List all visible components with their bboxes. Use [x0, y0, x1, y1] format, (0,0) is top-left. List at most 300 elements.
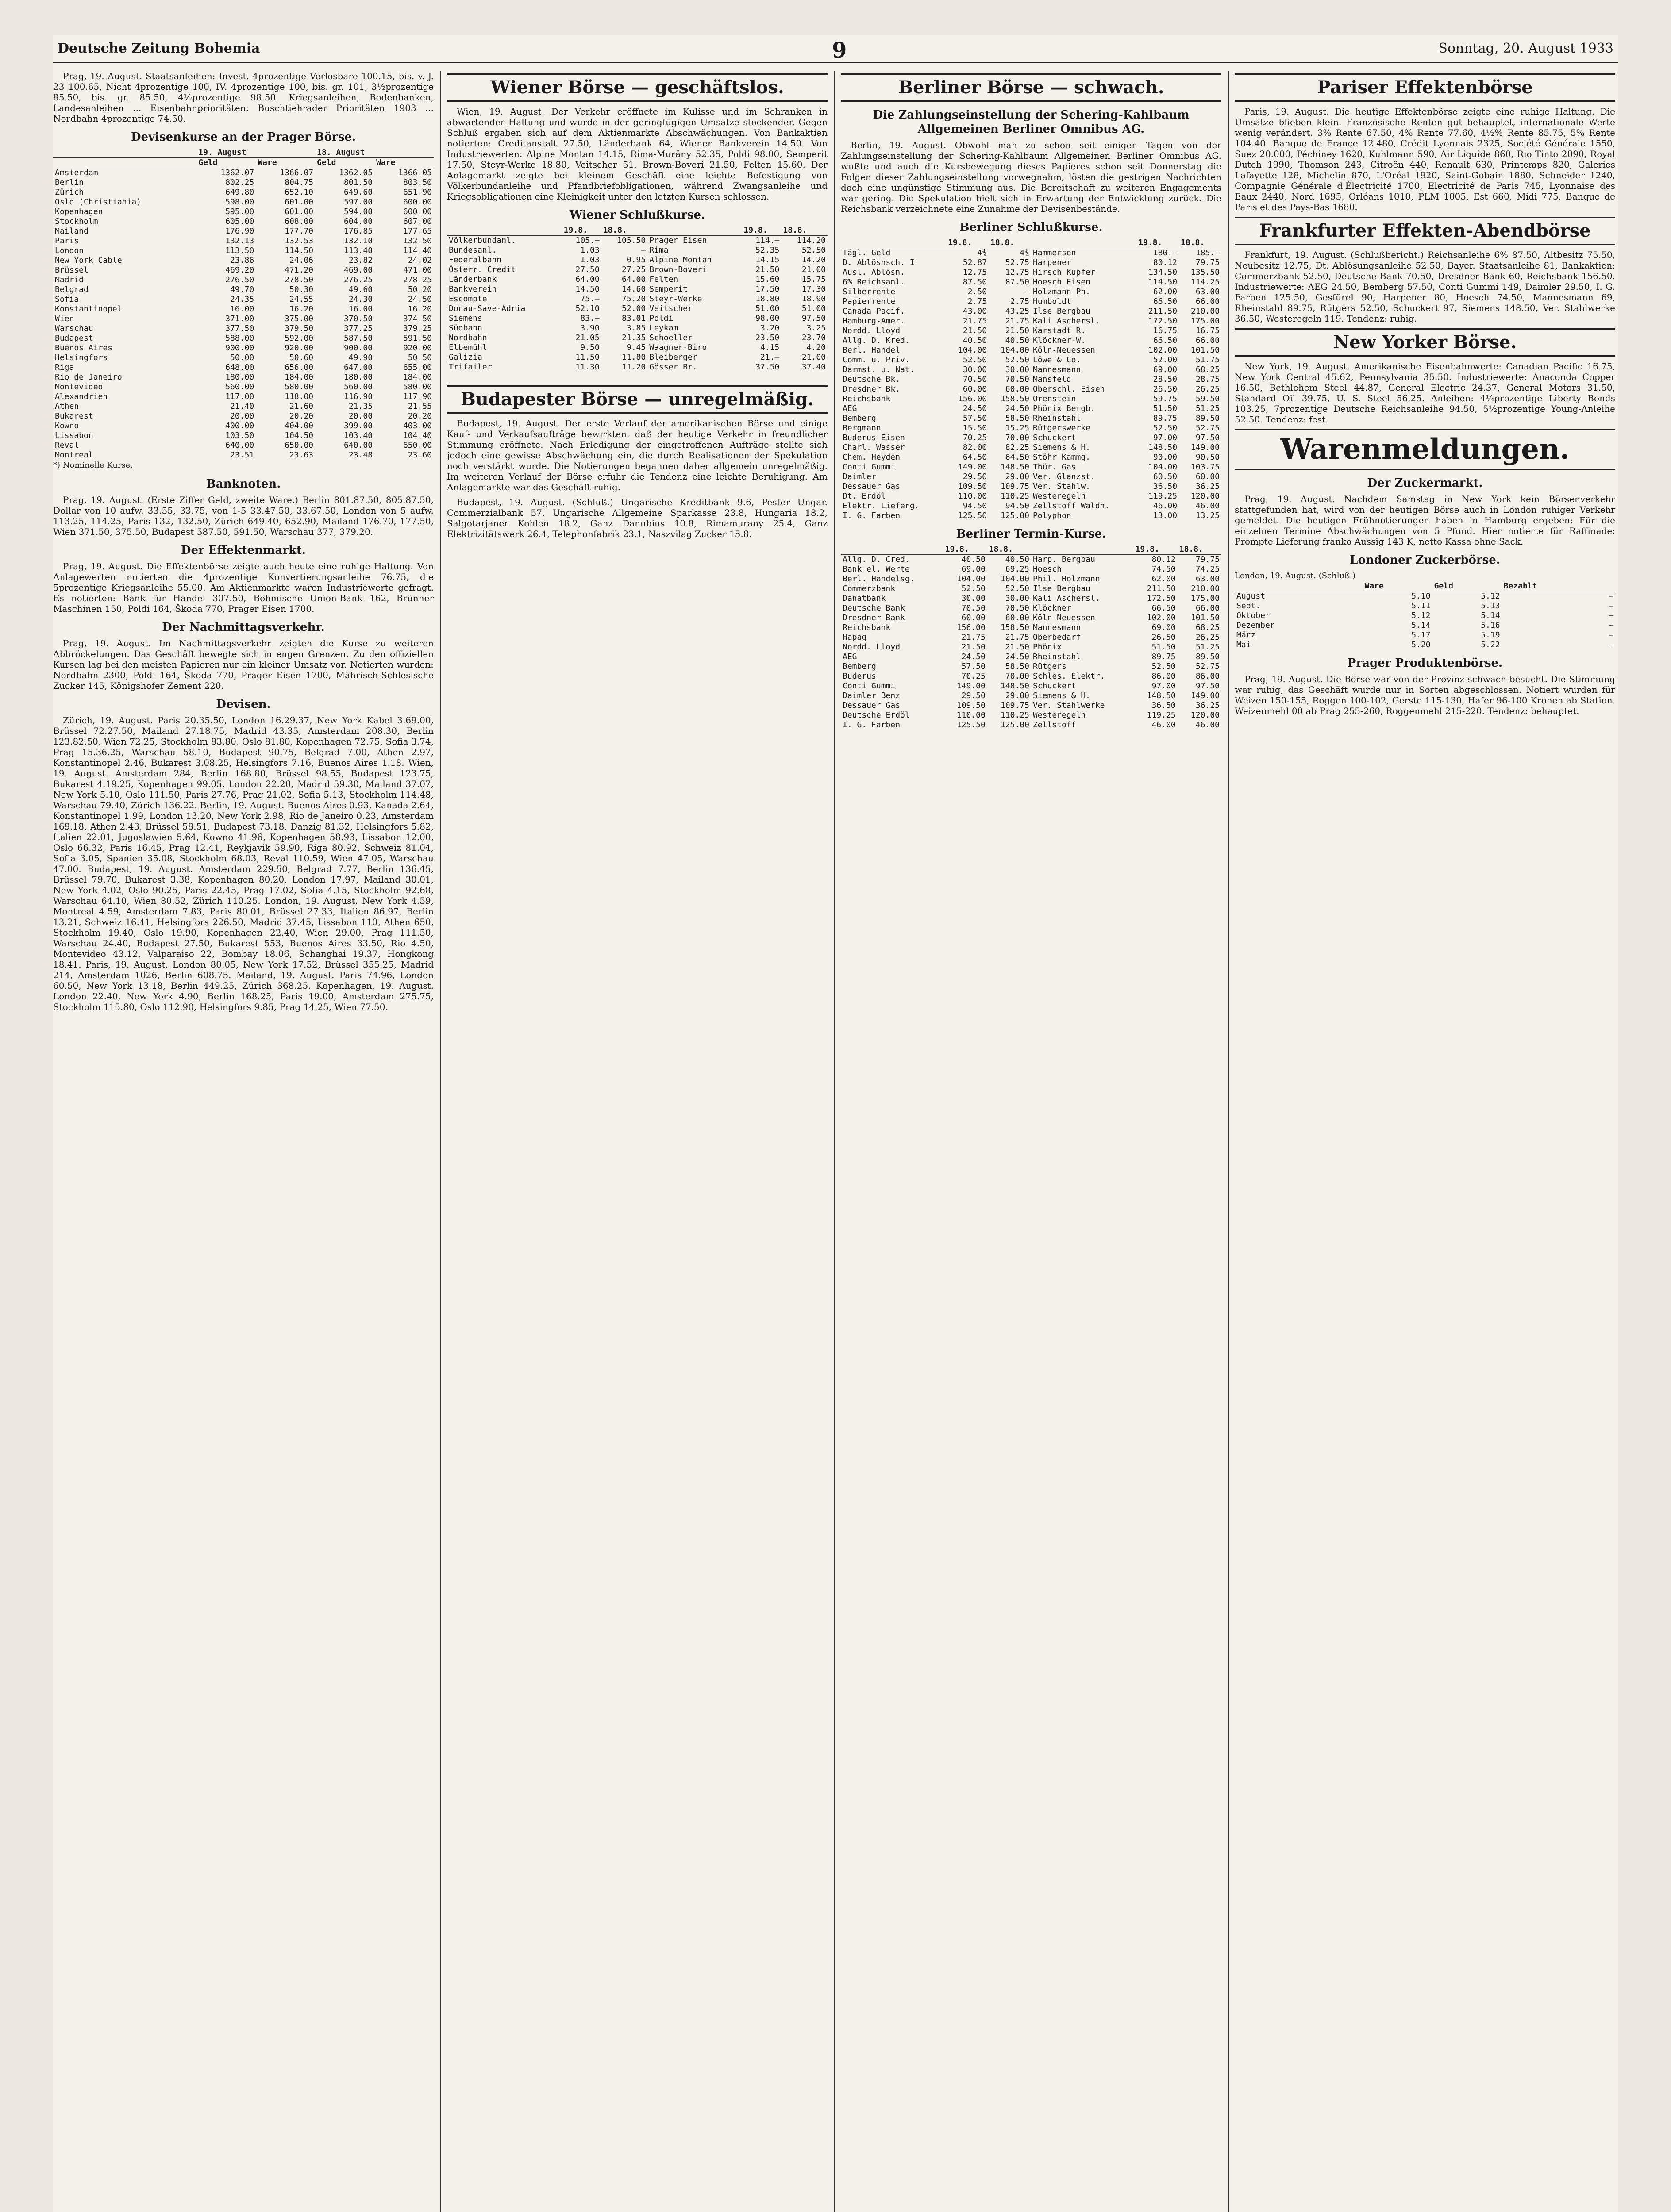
london-cell: 5.14: [1411, 621, 1431, 630]
london-header-cell: Ware: [1363, 581, 1432, 591]
berlin-row: [841, 297, 1221, 307]
newspaper-page: [53, 35, 1618, 2212]
berlin-cell: 52.75: [1005, 258, 1029, 267]
devisen-row: [53, 304, 434, 314]
devisen-cell: Mailand: [55, 227, 89, 236]
termin-cell: 68.25: [1195, 623, 1220, 632]
london-cell: 5.10: [1411, 591, 1431, 601]
termin-row: [841, 594, 1221, 603]
termin-cell: Berl. Handelsg.: [843, 574, 915, 584]
termin-cell: 62.00: [1151, 574, 1176, 584]
berlin-cell: Nordd. Lloyd: [843, 326, 901, 335]
london-cell: 5.20: [1411, 640, 1431, 649]
termin-cell: 29.50: [961, 691, 986, 700]
termin-kurse-title: Berliner Termin-Kurse.: [956, 527, 1106, 541]
wien-cell: 51.00: [801, 304, 826, 313]
berlin-cell: 16.75: [1153, 326, 1178, 335]
london-cell: 5.14: [1481, 611, 1500, 620]
termin-cell: 36.25: [1195, 701, 1220, 710]
termin-cell: 26.25: [1195, 633, 1220, 642]
berlin-cell: 89.50: [1195, 414, 1220, 423]
berlin-cell: Canada Pacif.: [843, 307, 905, 316]
berlin-cell: 119.25: [1148, 492, 1178, 501]
devisen-cell: 560.00: [344, 382, 373, 392]
berlin-cell: Reichsbank: [843, 394, 891, 403]
wien-cell: 52.35: [755, 246, 780, 255]
paper-name: Deutsche Zeitung Bohemia: [58, 41, 260, 56]
berlin-cell: 70.00: [1005, 433, 1029, 442]
berlin-cell: 52.00: [1153, 355, 1178, 365]
termin-cell: Conti Gummi: [843, 681, 896, 691]
berlin-cell: 135.50: [1190, 268, 1220, 277]
devisen-cell: 184.00: [403, 373, 432, 382]
wien-cell: 75.20: [622, 294, 646, 303]
berlin-cell: Berl. Handel: [843, 346, 901, 355]
devisen-cell: 601.00: [285, 207, 314, 216]
devisen-cell: 103.50: [225, 431, 254, 440]
berlin-row: [841, 336, 1221, 346]
berlin-cell: 180.—: [1153, 248, 1178, 257]
wien-cell: Schoeller: [649, 333, 693, 342]
termin-cell: 80.12: [1151, 555, 1176, 564]
column-3: [841, 71, 1221, 2212]
devisen-cell: 276.25: [344, 275, 373, 284]
berlin-row: [841, 433, 1221, 443]
devisen-cell: 132.13: [225, 236, 254, 246]
wien-cell: 52.10: [575, 304, 600, 313]
berlin-cell: 43.25: [1005, 307, 1029, 316]
wien-cell: 17.30: [801, 284, 826, 294]
berlin-row: [841, 482, 1221, 492]
newyorker-boerse-title: New Yorker Börse.: [1235, 328, 1615, 357]
berlin-cell: Oberschl. Eisen: [1032, 384, 1105, 394]
termin-cell: 79.75: [1195, 555, 1220, 564]
termin-cell: 52.75: [1195, 662, 1220, 671]
devisen-body: [53, 168, 434, 461]
devisen-row: [53, 227, 434, 236]
wien-header-cell: 19.8.: [562, 226, 601, 236]
page-header: [53, 35, 1618, 63]
berlin-cell: Daimler: [843, 472, 876, 481]
berlin-cell: 63.00: [1195, 287, 1220, 296]
produktenboerse-text: Prag, 19. August. Die Börse war von der Provinz schwach besucht. Die Stimmung war ruhig, das Geschäft wurde nur in Sorten abgeschlossen. Notiert wurden für Weizen 150-155, Roggen 100-102, Gerste 115-130, Hafer 96-100 Kronen ab Station. Weizenmehl 00 ab Prag 255-260, Roggenmehl 215-220. Tendenz: behauptet.: [1235, 674, 1615, 716]
frankfurter-boerse-title: Frankfurter Effekten-Abendbörse: [1235, 217, 1615, 245]
berlin-cell: Phönix Bergb.: [1032, 404, 1095, 413]
termin-row: [841, 633, 1221, 642]
devisen-cell: Brüssel: [55, 265, 89, 275]
berlin-cell: Dessauer Gas: [843, 482, 901, 491]
devisen-cell: Helsingfors: [55, 353, 108, 362]
berlin-cell: 94.50: [1005, 501, 1029, 511]
devisen-cell: 469.20: [225, 265, 254, 275]
london-cell: —: [1609, 591, 1613, 601]
berlin-header-cell: [1031, 238, 1136, 248]
devisen-header-row: [53, 158, 434, 168]
termin-cell: 210.00: [1190, 584, 1220, 593]
berlin-cell: 51.50: [1153, 404, 1178, 413]
london-body: [1235, 591, 1615, 650]
london-cell: 5.11: [1411, 601, 1431, 611]
termin-cell: 52.50: [1151, 662, 1176, 671]
devisen-cell: 649.60: [344, 188, 373, 197]
column-rule: [834, 71, 835, 2212]
wien-header-cell: 18.8.: [781, 226, 828, 236]
berlin-cell: 125.00: [1000, 511, 1029, 520]
devisen-note: *) Nominelle Kurse.: [53, 461, 133, 470]
berlin-row: [841, 443, 1221, 453]
termin-cell: 21.50: [1005, 642, 1029, 652]
berlin-row: [841, 453, 1221, 462]
berlin-row: [841, 375, 1221, 384]
devisen-cell: 560.00: [225, 382, 254, 392]
devisen-foreign-title: Devisen.: [216, 698, 271, 711]
devisen-cell: 403.00: [403, 421, 432, 430]
termin-cell: Bemberg: [843, 662, 876, 671]
devisen-cell: 132.50: [403, 236, 432, 246]
termin-row: [841, 720, 1221, 730]
berlin-row: [841, 258, 1221, 268]
devisen-cell: Budapest: [55, 334, 93, 343]
berlin-cell: Ver. Glanzst.: [1032, 472, 1095, 481]
termin-cell: 57.50: [961, 662, 986, 671]
wien-row: [447, 343, 828, 353]
london-row: [1235, 611, 1615, 621]
berlin-cell: 69.00: [1153, 365, 1178, 374]
devisen-title: Devisenkurse an der Prager Börse.: [131, 131, 356, 144]
termin-cell: 149.00: [1190, 691, 1220, 700]
devisen-header-cell: Ware: [374, 158, 434, 168]
termin-row: [841, 555, 1221, 565]
devisen-cell: 23.60: [408, 450, 432, 460]
berlin-cell: Bergmann: [843, 423, 881, 433]
termin-cell: Buderus: [843, 672, 876, 681]
wien-cell: Rima: [649, 246, 669, 255]
berlin-row: [841, 277, 1221, 287]
termin-cell: 104.00: [1000, 574, 1029, 584]
london-cell: 5.12: [1411, 611, 1431, 620]
devisen-cell: Sofia: [55, 295, 79, 304]
devisen-row: [53, 353, 434, 363]
wien-cell: Trifailer: [449, 362, 492, 372]
devisen-cell: 24.06: [289, 256, 314, 265]
wien-cell: Gösser Br.: [649, 362, 697, 372]
berlin-cell: 6% Reichsanl.: [843, 277, 905, 287]
devisen-cell: 400.00: [225, 421, 254, 430]
wien-cell: Felten: [649, 275, 678, 284]
devisen-cell: 591.50: [403, 334, 432, 343]
berlin-row: [841, 501, 1221, 511]
berlin-cell: 70.50: [963, 375, 987, 384]
wien-row: [447, 246, 828, 255]
berlin-cell: 68.25: [1195, 365, 1220, 374]
berlin-cell: Hoesch Eisen: [1032, 277, 1091, 287]
devisen-row: [53, 168, 434, 178]
termin-cell: 70.50: [1005, 603, 1029, 613]
berlin-header-row: [841, 238, 1221, 248]
devisen-header-cell: Geld: [196, 158, 256, 168]
termin-cell: 60.00: [961, 613, 986, 622]
wien-cell: 23.50: [755, 333, 780, 342]
london-cell: Sept.: [1236, 601, 1261, 611]
devisen-cell: 24.55: [289, 295, 314, 304]
berlin-cell: 13.00: [1153, 511, 1178, 520]
berlin-row: [841, 414, 1221, 423]
berlin-cell: Karstadt R.: [1032, 326, 1086, 335]
london-header-row: [1235, 581, 1615, 591]
berlin-cell: 134.50: [1148, 268, 1178, 277]
wien-cell: Escompte: [449, 294, 487, 303]
termin-cell: 148.50: [1000, 681, 1029, 691]
wien-cell: 3.85: [626, 323, 646, 333]
londoner-zuckerboerse-title: Londoner Zuckerbörse.: [1350, 553, 1500, 567]
termin-cell: 29.00: [1005, 691, 1029, 700]
devisen-cell: Buenos Aires: [55, 343, 113, 353]
berlin-row: [841, 404, 1221, 414]
devisen-cell: 21.60: [289, 402, 314, 411]
devisen-cell: 370.50: [344, 314, 373, 323]
berlin-cell: 40.50: [963, 336, 987, 345]
termin-cell: 60.00: [1005, 613, 1029, 622]
berlin-cell: 148.50: [1000, 462, 1029, 472]
termin-cell: 89.75: [1151, 652, 1176, 661]
berlin-cell: 2.75: [967, 297, 987, 306]
wien-cell: 21.50: [755, 265, 780, 274]
berlin-cell: 89.75: [1153, 414, 1178, 423]
termin-cell: 125.50: [956, 720, 986, 730]
devisen-cell: 650.00: [403, 441, 432, 450]
termin-cell: Harp. Bergbau: [1032, 555, 1095, 564]
wien-cell: Leykam: [649, 323, 678, 333]
london-cell: 5.13: [1481, 601, 1500, 611]
berlin-cell: 66.50: [1153, 297, 1178, 306]
devisen-cell: 640.00: [225, 441, 254, 450]
devisen-cell: 20.00: [230, 411, 254, 421]
berlin-cell: 21.50: [963, 326, 987, 335]
termin-cell: 109.75: [1000, 701, 1029, 710]
termin-cell: Schles. Elektr.: [1032, 672, 1105, 681]
wien-cell: 11.30: [575, 362, 600, 372]
wien-cell: 4.15: [760, 343, 780, 352]
devisen-row: [53, 265, 434, 275]
termin-row: [841, 565, 1221, 574]
devisen-cell: 399.00: [344, 421, 373, 430]
devisen-row: [53, 314, 434, 324]
wiener-boerse-title: Wiener Börse — geschäftslos.: [447, 73, 828, 102]
termin-cell: 70.00: [1005, 672, 1029, 681]
termin-header-cell: 18.8.: [1178, 545, 1221, 555]
berlin-cell: 60.00: [963, 384, 987, 394]
devisen-cell: 16.00: [348, 304, 373, 314]
termin-cell: Schuckert: [1032, 681, 1076, 691]
wien-cell: Bankverein: [449, 284, 497, 294]
wien-cell: Federalbahn: [449, 255, 502, 265]
berlin-cell: Orenstein: [1032, 394, 1076, 403]
berlin-cell: 29.00: [1005, 472, 1029, 481]
termin-row: [841, 584, 1221, 594]
berlin-cell: AEG: [843, 404, 857, 413]
devisen-cell: Reval: [55, 441, 79, 450]
berlin-cell: 109.75: [1000, 482, 1029, 491]
berlin-cell: 64.50: [963, 453, 987, 462]
berlin-cell: 70.50: [1005, 375, 1029, 384]
devisen-cell: 176.90: [225, 227, 254, 236]
wien-cell: 114.20: [797, 236, 826, 245]
devisen-cell: Zürich: [55, 188, 84, 197]
termin-cell: 26.50: [1151, 633, 1176, 642]
london-cell: März: [1236, 630, 1256, 640]
devisen-cell: 24.02: [408, 256, 432, 265]
berliner-schlusskurse-title: Berliner Schlußkurse.: [959, 221, 1103, 234]
berlin-cell: 66.50: [1153, 336, 1178, 345]
termin-row: [841, 691, 1221, 701]
devisen-row: [53, 431, 434, 441]
devisen-cell: New York Cable: [55, 256, 122, 265]
wien-cell: Alpine Montan: [649, 255, 712, 265]
termin-cell: 110.00: [956, 710, 986, 720]
berlin-cell: 24.50: [1005, 404, 1029, 413]
devisen-cell: 50.30: [289, 285, 314, 294]
termin-cell: Zellstoff: [1032, 720, 1076, 730]
berlin-cell: Ver. Stahlw.: [1032, 482, 1091, 491]
wien-cell: Österr. Credit: [449, 265, 516, 274]
berlin-cell: 21.75: [1005, 316, 1029, 326]
termin-cell: 97.50: [1195, 681, 1220, 691]
devisen-cell: Rio de Janeiro: [55, 373, 122, 382]
berlin-cell: 90.00: [1153, 453, 1178, 462]
wien-row: [447, 353, 828, 362]
wien-row: [447, 333, 828, 343]
warenmeldungen-title: Warenmeldungen.: [1235, 429, 1615, 470]
termin-cell: Commerzbank: [843, 584, 896, 593]
berlin-row: [841, 394, 1221, 404]
wien-cell: 9.50: [580, 343, 600, 352]
devisen-cell: 656.00: [285, 363, 314, 372]
devisen-cell: 104.50: [285, 431, 314, 440]
berlin-cell: 4¾: [1020, 248, 1029, 257]
termin-row: [841, 662, 1221, 672]
berlin-cell: 211.50: [1148, 307, 1178, 316]
termin-cell: 148.50: [1147, 691, 1176, 700]
devisen-cell: 1362.07: [220, 168, 254, 177]
berlin-row: [841, 307, 1221, 316]
berlin-cell: 82.00: [963, 443, 987, 452]
berlin-body: [841, 248, 1221, 521]
devisen-cell: 471.20: [285, 265, 314, 275]
devisen-date-1: 19. August: [196, 148, 315, 158]
wien-cell: 9.45: [626, 343, 646, 352]
termin-cell: 69.00: [1151, 623, 1176, 632]
berlin-row: [841, 462, 1221, 472]
wien-cell: 4.20: [806, 343, 826, 352]
devisen-row: [53, 441, 434, 450]
termin-cell: Hoesch: [1032, 565, 1062, 574]
london-cell: —: [1609, 640, 1613, 649]
column-4: [1235, 71, 1615, 2212]
devisen-cell: 50.50: [408, 353, 432, 362]
berlin-cell: 64.50: [1005, 453, 1029, 462]
termin-cell: 69.25: [1005, 565, 1029, 574]
london-cell: —: [1609, 630, 1613, 640]
wien-cell: 18.80: [755, 294, 780, 303]
wien-cell: 14.20: [801, 255, 826, 265]
nachmittagsverkehr-title: Der Nachmittagsverkehr.: [162, 621, 325, 634]
berlin-cell: Siemens & H.: [1032, 443, 1091, 452]
termin-header-cell: 18.8.: [987, 545, 1031, 555]
devisen-cell: 276.50: [225, 275, 254, 284]
termin-cell: 102.00: [1147, 613, 1176, 622]
berlin-cell: 2.50: [967, 287, 987, 296]
termin-cell: 36.50: [1151, 701, 1176, 710]
wien-cell: 21.00: [801, 353, 826, 362]
devisen-cell: 608.00: [285, 217, 314, 226]
berlin-cell: 36.25: [1195, 482, 1220, 491]
wien-row: [447, 275, 828, 284]
berlin-cell: —: [1024, 287, 1029, 296]
berlin-cell: 114.50: [1148, 277, 1178, 287]
termin-cell: 175.00: [1190, 594, 1220, 603]
termin-header-cell: 19.8.: [943, 545, 987, 555]
devisen-row: [53, 382, 434, 392]
devisen-cell: 114.40: [403, 246, 432, 255]
termin-cell: Siemens & H.: [1032, 691, 1091, 700]
termin-cell: 101.50: [1190, 613, 1220, 622]
devisen-row: [53, 236, 434, 246]
london-row: [1235, 621, 1615, 630]
berlin-cell: Dt. Erdöl: [843, 492, 886, 501]
termin-row: [841, 710, 1221, 720]
devisen-cell: Madrid: [55, 275, 84, 284]
wien-cell: Länderbank: [449, 275, 497, 284]
berlin-cell: 36.50: [1153, 482, 1178, 491]
termin-cell: AEG: [843, 652, 857, 661]
termin-header-row: [841, 545, 1221, 555]
devisen-cell: 16.20: [289, 304, 314, 314]
london-cell: —: [1609, 601, 1613, 611]
termin-cell: 21.75: [1005, 633, 1029, 642]
devisen-cell: 655.00: [403, 363, 432, 372]
london-cell: 5.17: [1411, 630, 1431, 640]
termin-cell: Hapag: [843, 633, 867, 642]
termin-cell: 66.00: [1195, 603, 1220, 613]
wien-cell: 75.—: [580, 294, 600, 303]
devisen-cell: Athen: [55, 402, 79, 411]
termin-cell: 158.50: [1000, 623, 1029, 632]
termin-row: [841, 701, 1221, 710]
berlin-cell: D. Ablösnsch. I: [843, 258, 915, 267]
berlin-cell: Papierrente: [843, 297, 896, 306]
berlin-cell: Ilse Bergbau: [1032, 307, 1091, 316]
berlin-row: [841, 423, 1221, 433]
column-rule: [1228, 71, 1229, 2212]
wien-cell: 64.00: [575, 275, 600, 284]
berlin-cell: Zellstoff Waldh.: [1032, 501, 1110, 511]
berlin-row: [841, 326, 1221, 336]
wien-cell: 97.50: [801, 314, 826, 323]
devisen-cell: London: [55, 246, 84, 255]
devisen-cell: 600.00: [403, 207, 432, 216]
berlin-cell: 66.00: [1195, 336, 1220, 345]
wien-row: [447, 362, 828, 372]
londoner-zucker-table: [1235, 581, 1615, 650]
wien-cell: 37.40: [801, 362, 826, 372]
devisen-cell: 24.50: [408, 295, 432, 304]
termin-cell: 21.75: [961, 633, 986, 642]
berlin-cell: 66.00: [1195, 297, 1220, 306]
termin-cell: 46.00: [1195, 720, 1220, 730]
termin-header-cell: [1031, 545, 1134, 555]
berlin-cell: 102.00: [1148, 346, 1178, 355]
berlin-cell: Darmst. u. Nat.: [843, 365, 915, 374]
